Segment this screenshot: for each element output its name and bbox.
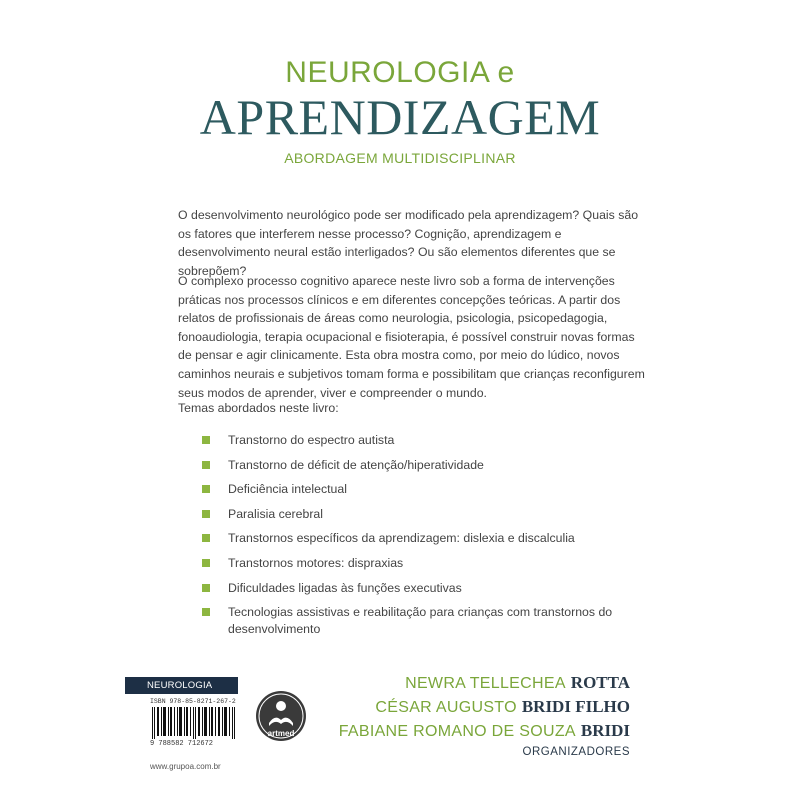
topic-label: Dificuldades ligadas às funções executivas xyxy=(228,580,462,595)
topic-label: Paralisia cerebral xyxy=(228,506,324,521)
bullet-icon xyxy=(202,461,210,469)
bullet-icon xyxy=(202,436,210,444)
logo-text: artmed xyxy=(267,729,295,738)
author-given-name: NEWRA TELLECHEA xyxy=(405,675,566,692)
topic-item xyxy=(202,432,642,449)
barcode-number: 9 788582 712672 xyxy=(150,740,214,748)
topic-label: Transtorno do espectro autista xyxy=(228,433,395,447)
topic-item xyxy=(202,506,642,523)
topic-label: Transtornos específicos da aprendizagem: dislexia e discalculia xyxy=(228,531,575,546)
subtitle: ABORDAGEM MULTIDISCIPLINAR xyxy=(284,150,516,166)
category-bar: NEUROLOGIA xyxy=(125,677,238,694)
topic-item xyxy=(202,530,642,547)
topic-label: Transtorno de déficit de atenção/hiperatividade xyxy=(228,457,484,472)
intro-paragraph: O desenvolvimento neurológico pode ser modificado pela aprendizagem? Quais são os fatores que interferem nesse processo? Cognição, aprendizagem e desenvolvimento neural estão interligados? Ou são elementos diferentes que se sobrepõem? xyxy=(178,208,639,278)
bullet-icon xyxy=(202,608,210,616)
publisher-website: www.grupoa.com.br xyxy=(150,762,221,771)
topics-heading: Temas abordados neste livro: xyxy=(178,401,339,415)
bullet-icon xyxy=(202,584,210,592)
topic-label: Tecnologias assistivas e reabilitação para crianças com transtornos do desenvolvimento xyxy=(228,605,613,637)
description-paragraph: O complexo processo cognitivo aparece neste livro sob a forma de intervenções práticas nos processos clínicos e em diferentes concepções teóricas. A partir dos relatos de profissionais de áreas como neurologia, psicologia, psicopedagogia, fonoaudiologia, terapia ocupacional e fisioterapia, é possível construir novas formas de pensar e agir clinicamente. Esta obra mostra como, por meio do lúdico, novos caminhos neurais e subjetivos tomam forma e possibilitam que crianças reconfigurem seus modos de aprender, viver e compreender o mundo. xyxy=(178,274,645,400)
bullet-icon xyxy=(202,510,210,518)
author-surname: BRIDI xyxy=(580,721,630,740)
topic-label: Transtornos motores: dispraxias xyxy=(228,555,404,570)
author-2 xyxy=(375,697,630,717)
topics-list xyxy=(202,432,642,646)
author-1 xyxy=(405,673,630,693)
topic-label: Deficiência intelectual xyxy=(228,482,347,497)
author-given-name: FABIANE ROMANO DE SOUZA xyxy=(338,723,576,740)
topic-item xyxy=(202,555,642,572)
bullet-icon xyxy=(202,559,210,567)
title-line-1: NEUROLOGIA e xyxy=(285,56,515,89)
author-surname: ROTTA xyxy=(570,673,630,692)
isbn-text: ISBN 978-85-8271-267-2 xyxy=(150,698,236,705)
author-given-name: CÉSAR AUGUSTO xyxy=(375,699,517,716)
author-surname: BRIDI FILHO xyxy=(521,697,630,716)
topic-item xyxy=(202,604,642,638)
artmed-logo xyxy=(255,690,307,742)
topic-item xyxy=(202,481,642,498)
barcode-icon xyxy=(150,707,238,739)
author-3 xyxy=(339,721,630,741)
barcode-block xyxy=(150,698,238,748)
bullet-icon xyxy=(202,485,210,493)
topic-item xyxy=(202,457,642,474)
bullet-icon xyxy=(202,534,210,542)
topic-item xyxy=(202,580,642,597)
organizers-label: ORGANIZADORES xyxy=(522,746,630,758)
title-line-2: APRENDIZAGEM xyxy=(199,89,601,145)
